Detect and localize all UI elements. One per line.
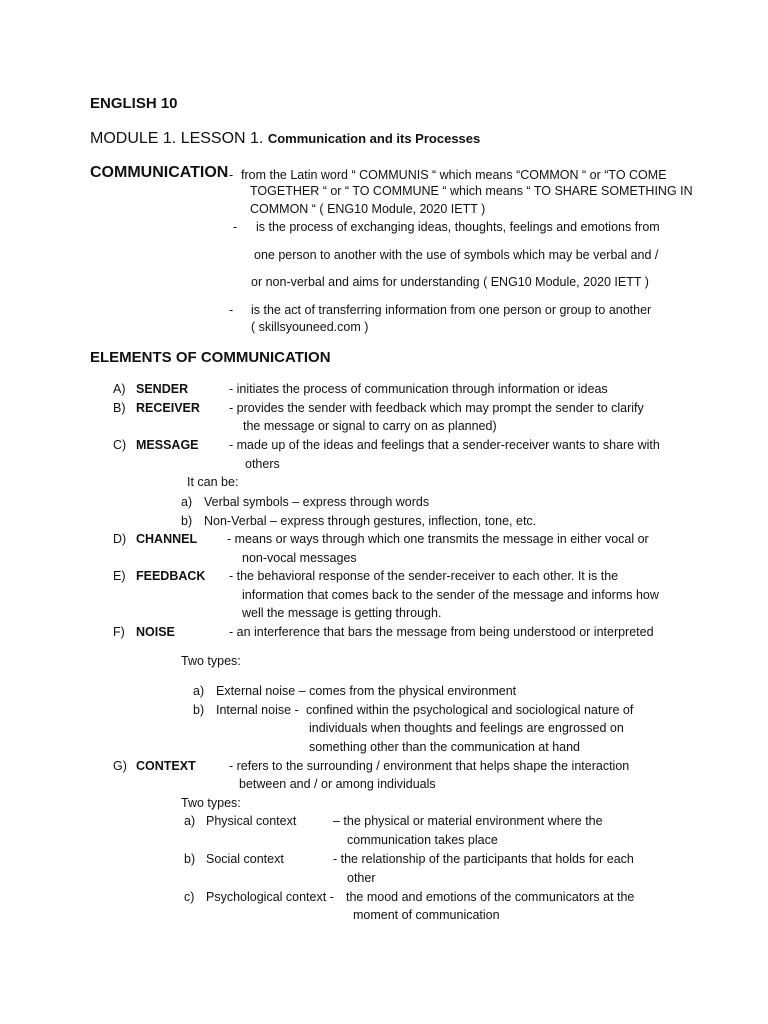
message-intro: It can be:	[187, 475, 239, 489]
context-definition-line-2: between and / or among individuals	[239, 777, 436, 791]
list-letter: a)	[193, 684, 205, 698]
element-name-message: MESSAGE	[136, 438, 199, 452]
context-intro: Two types:	[181, 796, 241, 810]
message-definition-line-1: - made up of the ideas and feelings that a sender-receiver wants to share with	[229, 438, 660, 452]
message-type-verbal: Verbal symbols – express through words	[204, 495, 430, 509]
physical-context-line-2: communication takes place	[347, 833, 498, 847]
context-type-psychological-label: Psychological context -	[206, 890, 334, 904]
sender-definition: - initiates the process of communication through information or ideas	[229, 382, 608, 396]
definition-3-line-2: ( skillsyouneed.com )	[251, 320, 369, 334]
document-title: ENGLISH 10	[90, 95, 178, 112]
definition-2-line-1: is the process of exchanging ideas, thoughts, feelings and emotions from	[256, 220, 660, 234]
definition-2-line-3: or non-verbal and aims for understanding ( ENG10 Module, 2020 IETT )	[251, 275, 649, 289]
receiver-definition-line-1: - provides the sender with feedback which may prompt the sender to clarify	[229, 401, 644, 415]
element-letter: B)	[113, 401, 126, 415]
psychological-context-line-1: the mood and emotions of the communicators at the	[346, 890, 635, 904]
internal-noise-line-1: confined within the psychological and sociological nature of	[306, 703, 634, 717]
channel-definition-line-1: - means or ways through which one transmits the message in either vocal or	[227, 532, 649, 546]
social-context-line-2: other	[347, 871, 376, 885]
element-letter: A)	[113, 382, 126, 396]
element-name-feedback: FEEDBACK	[136, 569, 206, 583]
noise-type-external: External noise – comes from the physical environment	[216, 684, 517, 698]
definition-2-line-2: one person to another with the use of symbols which may be verbal and /	[254, 248, 659, 262]
element-letter: F)	[113, 625, 125, 639]
module-label: MODULE 1. LESSON 1.	[90, 130, 264, 147]
module-heading	[90, 130, 480, 148]
context-type-physical-label: Physical context	[206, 814, 297, 828]
noise-type-internal-label: Internal noise -	[216, 703, 299, 717]
channel-definition-line-2: non-vocal messages	[242, 551, 357, 565]
definition-2-bullet: -	[233, 220, 238, 234]
psychological-context-line-2: moment of communication	[353, 908, 500, 922]
context-type-social-label: Social context	[206, 852, 284, 866]
element-letter: E)	[113, 569, 126, 583]
list-letter: a)	[184, 814, 196, 828]
context-definition-line-1: - refers to the surrounding / environment that helps shape the interaction	[229, 759, 630, 773]
message-definition-line-2: others	[245, 457, 280, 471]
list-letter: a)	[181, 495, 193, 509]
communication-term: COMMUNICATION	[90, 164, 229, 181]
feedback-definition-line-1: - the behavioral response of the sender-receiver to each other. It is the	[229, 569, 619, 583]
elements-heading: ELEMENTS OF COMMUNICATION	[90, 349, 331, 366]
message-type-nonverbal: Non-Verbal – express through gestures, inflection, tone, etc.	[204, 514, 537, 528]
feedback-definition-line-3: well the message is getting through.	[242, 606, 442, 620]
definition-1-line-2: TOGETHER “ or “ TO COMMUNE “ which means “ TO SHARE SOMETHING IN	[250, 184, 693, 198]
list-letter: b)	[184, 852, 196, 866]
definition-1-line-3: COMMON “ ( ENG10 Module, 2020 IETT )	[250, 202, 486, 216]
module-subtitle: Communication and its Processes	[267, 131, 481, 146]
definition-3-line-1: is the act of transferring information from one person or group to another	[251, 303, 652, 317]
list-letter: b)	[181, 514, 193, 528]
definition-3-bullet: -	[229, 303, 234, 317]
list-letter: c)	[184, 890, 195, 904]
element-name-context: CONTEXT	[136, 759, 196, 773]
noise-definition: - an interference that bars the message from being understood or interpreted	[229, 625, 654, 639]
internal-noise-line-2: individuals when thoughts and feelings are engrossed on	[309, 721, 624, 735]
list-letter: b)	[193, 703, 205, 717]
communication-dash: -	[229, 168, 234, 182]
element-name-receiver: RECEIVER	[136, 401, 200, 415]
element-letter: C)	[113, 438, 127, 452]
element-name-noise: NOISE	[136, 625, 175, 639]
internal-noise-line-3: something other than the communication at hand	[309, 740, 581, 754]
social-context-line-1: - the relationship of the participants that holds for each	[333, 852, 634, 866]
element-letter: D)	[113, 532, 127, 546]
element-name-sender: SENDER	[136, 382, 189, 396]
noise-intro: Two types:	[181, 654, 241, 668]
element-name-channel: CHANNEL	[136, 532, 198, 546]
definition-1-line-1: from the Latin word “ COMMUNIS “ which means “COMMON “ or “TO COME	[241, 168, 667, 182]
physical-context-line-1: – the physical or material environment where the	[333, 814, 603, 828]
feedback-definition-line-2: information that comes back to the sender of the message and informs how	[242, 588, 659, 602]
element-letter: G)	[113, 759, 127, 773]
receiver-definition-line-2: the message or signal to carry on as planned)	[243, 419, 497, 433]
